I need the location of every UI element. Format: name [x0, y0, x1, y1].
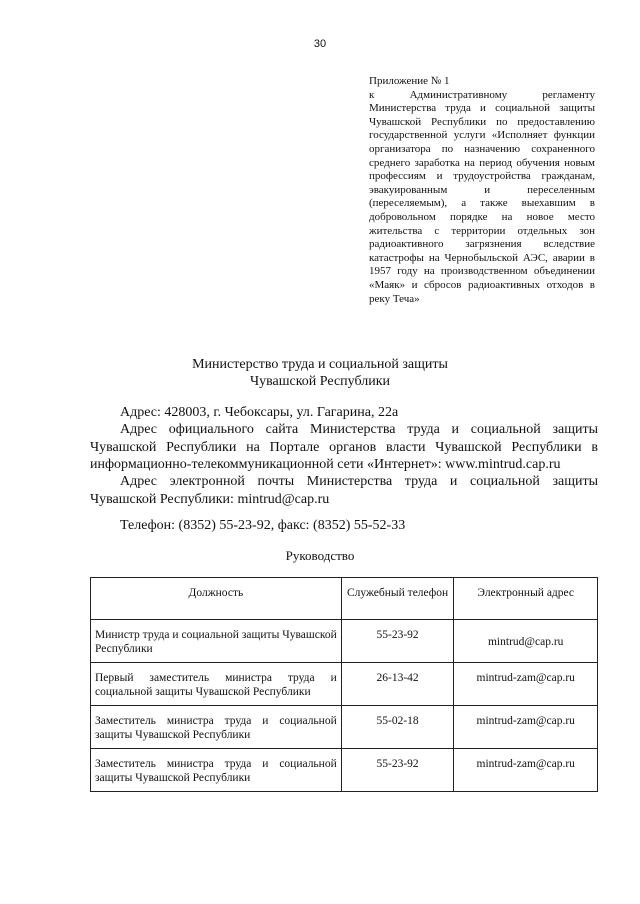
org-title-line2: Чувашской Республики [249, 374, 391, 389]
cell-email: mintrud@cap.ru [454, 620, 598, 663]
cell-position: Заместитель министра труда и социальной защиты Чувашской Республики [91, 749, 342, 792]
cell-position: Министр труда и социальной защиты Чувашской Республики [91, 620, 342, 663]
table-row [91, 663, 598, 706]
cell-position: Первый заместитель министра труда и социальной защиты Чувашской Республики [91, 663, 342, 706]
cell-email: mintrud-zam@cap.ru [454, 706, 598, 749]
table-row [91, 620, 598, 663]
cell-phone: 55-23-92 [341, 620, 454, 663]
address-text: Адрес: 428003, г. Чебоксары, ул. Гагарина, 22а [120, 405, 399, 420]
appendix-text: к Административному регламенту Министерства труда и социальной защиты Чувашской Республики по предоставлению государственной услуги «Исполняет функции организатора по назначению сохраненного среднего заработка на период обучения новым профессиям и трудоустройства гражданам, эвакуированным и переселенным (переселяемым), а также выехавшим в добровольном порядке на новое место жительства с территории отдельных зон радиоактивного загрязнения вследствие катастрофы на Чернобыльской АЭС, аварии в 1957 году на производственном объединении «Маяк» и сбросов радиоактивных отходов в реку Теча» [369, 88, 595, 305]
table-row [91, 749, 598, 792]
cell-phone: 26-13-42 [341, 663, 454, 706]
page-number: 30 [313, 38, 327, 50]
appendix-block [369, 75, 595, 306]
header-position: Должность [91, 578, 342, 620]
section-title: Руководство [285, 548, 355, 563]
email-text: Адрес электронной почты Министерства труда и социальной защиты Чувашской Республики: mintrud@cap.ru [90, 474, 598, 507]
website-text: Адрес официального сайта Министерства труда и социальной защиты Чувашской Республики на Портале органов власти Чувашской Республики в информационно-телекоммуникационной сети «Интернет»: www.mintrud.cap.ru [90, 422, 598, 472]
table-header-row [91, 578, 598, 620]
phone-text: Телефон: (8352) 55-23-92, факс: (8352) 55-52-33 [120, 518, 406, 533]
cell-phone: 55-23-92 [341, 749, 454, 792]
cell-email: mintrud-zam@cap.ru [454, 749, 598, 792]
cell-email: mintrud-zam@cap.ru [454, 663, 598, 706]
table-row [91, 706, 598, 749]
header-email: Электронный адрес [454, 578, 598, 620]
org-title-line1: Министерство труда и социальной защиты [192, 357, 448, 372]
header-phone: Служебный телефон [341, 578, 454, 620]
appendix-title: Приложение № 1 [369, 75, 450, 87]
cell-phone: 55-02-18 [341, 706, 454, 749]
leadership-table [90, 577, 598, 792]
cell-position: Заместитель министра труда и социальной защиты Чувашской Республики [91, 706, 342, 749]
